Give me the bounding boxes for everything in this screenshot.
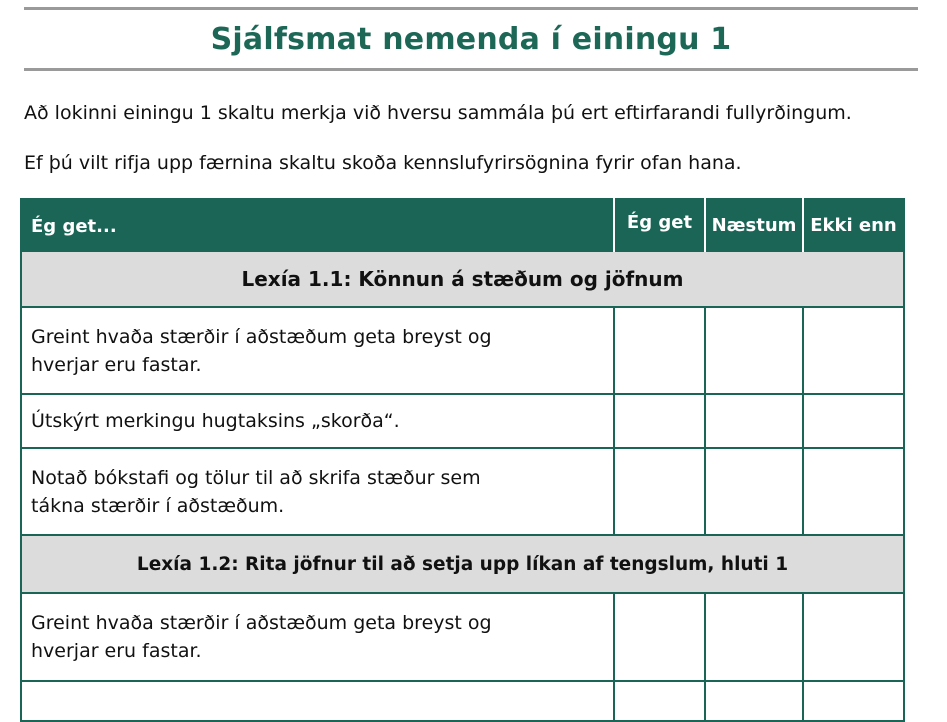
title-banner [24,7,918,71]
header-skill: Ég get... [21,198,614,251]
rating-cell-almost[interactable] [705,307,803,394]
intro-paragraph-2: Ef þú vilt rifja upp færnina skaltu skoða kennslufyrirsögnina fyrir ofan hana. [24,152,742,174]
table-row [21,593,904,681]
rating-cell-almost[interactable] [705,681,803,721]
rating-cell-almost[interactable] [705,394,803,448]
rating-cell-can[interactable] [614,307,705,394]
rating-cell-almost[interactable] [705,593,803,681]
table-row [21,307,904,394]
skill-statement: Greint hvaða stærðir í aðstæðum geta breyst og hverjar eru fastar. [21,593,614,681]
rating-cell-can[interactable] [614,394,705,448]
skill-statement: Greint hvaða stærðir í aðstæðum geta breyst og hverjar eru fastar. [21,307,614,394]
page-title: Sjálfsmat nemenda í einingu 1 [210,21,732,57]
skill-statement [21,681,614,721]
table-row [21,394,904,448]
intro-paragraph-1: Að lokinni einingu 1 skaltu merkja við hversu sammála þú ert eftirfarandi fullyrðingum. [24,102,852,124]
rating-cell-can[interactable] [614,448,705,535]
skill-statement: Útskýrt merkingu hugtaksins „skorða“. [21,394,614,448]
rating-cell-not-yet[interactable] [803,448,904,535]
header-almost: Næstum [705,198,803,251]
rating-cell-not-yet[interactable] [803,681,904,721]
rating-cell-not-yet[interactable] [803,394,904,448]
self-assessment-table [20,198,905,722]
section-title: Lexía 1.1: Könnun á stæðum og jöfnum [21,251,904,307]
table-header-row [21,198,904,251]
section-row [21,251,904,307]
table-row [21,448,904,535]
rating-cell-can[interactable] [614,593,705,681]
header-can: Ég get [614,198,705,251]
section-title: Lexía 1.2: Rita jöfnur til að setja upp líkan af tengslum, hluti 1 [21,535,904,593]
rating-cell-can[interactable] [614,681,705,721]
section-row [21,535,904,593]
rating-cell-almost[interactable] [705,448,803,535]
rating-cell-not-yet[interactable] [803,593,904,681]
table-row [21,681,904,721]
rating-cell-not-yet[interactable] [803,307,904,394]
skill-statement: Notað bókstafi og tölur til að skrifa stæður sem tákna stærðir í aðstæðum. [21,448,614,535]
header-not-yet: Ekki enn [803,198,904,251]
